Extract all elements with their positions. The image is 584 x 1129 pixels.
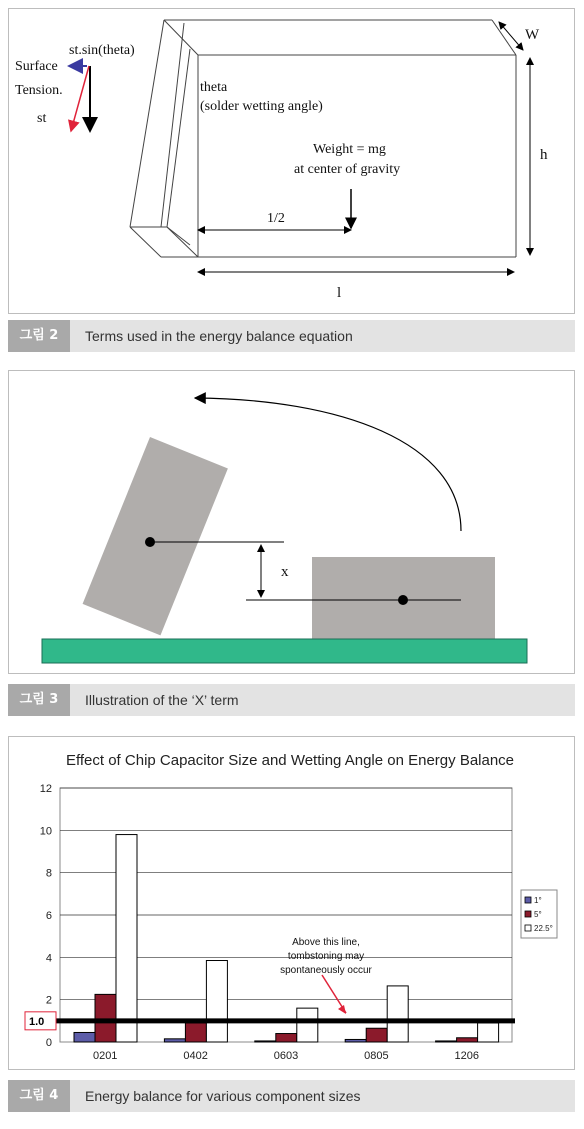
figure4-caption: [8, 1080, 575, 1112]
theta-note: (solder wetting angle): [200, 99, 323, 114]
half-length-label: 1/2: [267, 211, 285, 226]
y-tick-label: 2: [45, 994, 52, 1007]
figure4-caption-text: Energy balance for various component sizes: [85, 1088, 361, 1104]
legend-label: 5°: [534, 910, 542, 919]
theta-label: theta: [200, 80, 228, 95]
y-tick-label: 6: [45, 910, 52, 922]
rotation-arrow: [195, 398, 461, 531]
legend-swatch: [525, 911, 531, 917]
figure4-panel: [8, 736, 575, 1070]
surface-label: Surface: [15, 59, 58, 74]
figure4-chart: [9, 737, 574, 1069]
weight-label: Weight = mg: [313, 142, 386, 157]
annotation-line-2: tombstoning may: [287, 951, 365, 962]
legend-label: 1°: [534, 896, 542, 905]
annotation-line-1: Above this line,: [292, 937, 360, 948]
tilted-chip: [83, 437, 228, 635]
figure2-panel: [8, 8, 575, 314]
figure2-caption: [8, 320, 575, 352]
bar-0402-1: [185, 1023, 206, 1042]
figure2-diagram: [9, 9, 574, 313]
bar-0805-2: [387, 986, 408, 1042]
figure3-caption-text: Illustration of the ‘X’ term: [85, 692, 239, 708]
surface-tension-arrow: [71, 66, 89, 131]
flat-center-of-gravity: [398, 595, 408, 605]
bar-0402-0: [164, 1039, 185, 1042]
bar-1206-1: [457, 1038, 478, 1042]
bar-0402-2: [206, 961, 227, 1042]
tension-label: Tension.: [15, 83, 63, 98]
y-tick-label: 8: [45, 867, 52, 880]
chart-title: Effect of Chip Capacitor Size and Wetting Angle on Energy Balance: [65, 752, 515, 769]
figure3-caption-tag: 그림 3: [8, 684, 70, 716]
bar-0805-0: [345, 1039, 366, 1042]
annotation-line-3: spontaneously occur: [280, 965, 372, 976]
length-label: l: [337, 285, 342, 301]
component-box-outline: [130, 20, 516, 257]
bar-0201-1: [95, 994, 116, 1042]
circuit-board: [42, 639, 527, 663]
st-label: st: [37, 111, 47, 126]
tilted-center-of-gravity: [145, 537, 155, 547]
x-tick-label: 0402: [183, 1050, 208, 1062]
width-label: W: [525, 27, 540, 43]
threshold-box-label: 1.0: [29, 1015, 45, 1028]
figure2-caption-text: Terms used in the energy balance equation: [85, 328, 353, 344]
bar-0603-0: [255, 1041, 276, 1042]
weight-note: at center of gravity: [294, 162, 401, 177]
st-sin-label: st.sin(theta): [69, 43, 135, 58]
x-tick-label: 1206: [454, 1050, 480, 1062]
bar-0201-0: [74, 1032, 95, 1042]
x-tick-label: 0201: [92, 1050, 118, 1062]
figure3-diagram: [9, 371, 574, 673]
y-tick-label: 10: [39, 825, 52, 838]
y-tick-label: 12: [39, 783, 52, 795]
x-tick-label: 0805: [364, 1050, 389, 1062]
bar-0805-1: [366, 1028, 387, 1042]
figure2-caption-tag: 그림 2: [8, 320, 70, 352]
figure3-caption: [8, 684, 575, 716]
legend: [521, 890, 557, 938]
y-tick-label: 0: [45, 1037, 52, 1049]
legend-label: 22.5°: [534, 924, 553, 933]
bar-0603-1: [276, 1034, 297, 1042]
bar-0603-2: [297, 1008, 318, 1042]
figure3-panel: [8, 370, 575, 674]
legend-swatch: [525, 897, 531, 903]
bar-0201-2: [116, 835, 137, 1042]
x-label: x: [281, 564, 289, 580]
x-tick-label: 0603: [273, 1050, 299, 1062]
bar-1206-0: [436, 1041, 457, 1042]
y-tick-label: 4: [45, 952, 52, 965]
height-label: h: [540, 147, 548, 163]
figure4-caption-tag: 그림 4: [8, 1080, 70, 1112]
bar-1206-2: [478, 1023, 499, 1042]
legend-swatch: [525, 925, 531, 931]
